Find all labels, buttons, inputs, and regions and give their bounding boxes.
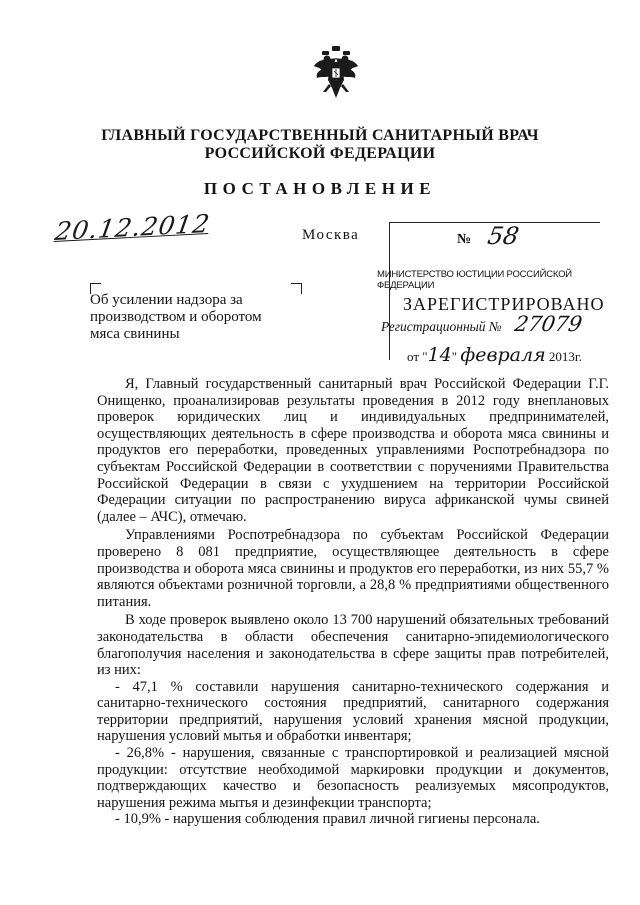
issuer-title-line1: ГЛАВНЫЙ ГОСУДАРСТВЕННЫЙ САНИТАРНЫЙ ВРАЧ: [101, 127, 539, 144]
stamp-number-label: №: [457, 232, 472, 247]
stamp-date-prefix: от ": [407, 349, 428, 364]
stamp-regnum-label: Регистрационный №: [381, 319, 502, 334]
stamp-number-handwritten: 58: [485, 222, 522, 250]
stamp-left-border: [389, 222, 390, 360]
stamp-date-month: февраля: [460, 344, 546, 366]
body-paragraph-3: В ходе проверок выявлено около 13 700 нарушений обязательных требований законодательства в области обеспечения санитарно-эпидемиологического благополучия населения и законодательства в сфере защиты прав потребителей, из них:: [97, 612, 609, 679]
document-body: [97, 376, 609, 828]
stamp-date-year: 2013г.: [548, 349, 583, 364]
russian-coat-of-arms-icon: [313, 44, 359, 102]
subject-line: мяса свинины: [90, 326, 180, 342]
list-item-3: - 10,9% - нарушения соблюдения правил личной гигиены персонала.: [115, 811, 540, 828]
stamp-date-mid: ": [451, 349, 458, 364]
stamp-registered: ЗАРЕГИСТРИРОВАНО: [403, 294, 605, 314]
document-type-heading: ПОСТАНОВЛЕНИЕ: [203, 179, 437, 198]
list-item-1: - 47,1 % составили нарушения санитарно-технического содержания и санитарно-технического состояния предприятий, санитарного содержания территории предприятий, нарушения условий хранения мясной продукции, нарушения условий мытья и обработки инвентаря;: [97, 678, 609, 745]
subject-block: [90, 292, 310, 343]
registration-stamp: [367, 222, 607, 366]
subject-line: производством и оборотом: [90, 309, 262, 325]
handwritten-date: 20.12.2012: [52, 209, 213, 246]
body-paragraph-2: Управлениями Роспотребнадзора по субъектам Российской Федерации проверено 8 081 предприятие, осуществляющее деятельность в сфере производства и оборота мяса свинины и продуктов его переработки, из них 55,7 % являются объектами розничной торговли, а 28,8 % предприятиями общественного питания.: [97, 527, 609, 610]
subject-line: Об усилении надзора за: [90, 292, 243, 308]
issuer-title-line2: РОССИЙСКОЙ ФЕДЕРАЦИИ: [204, 145, 436, 162]
stamp-date: [407, 344, 582, 366]
stamp-ministry: МИНИСТЕРСТВО ЮСТИЦИИ РОССИЙСКОЙ ФЕДЕРАЦИИ: [377, 269, 572, 291]
body-paragraph-1: Я, Главный государственный санитарный врач Российской Федерации Г.Г. Онищенко, проанализировав результаты проведения в 2012 году внеплановых проверок юридических лиц и индивидуальных предпринимателей, осуществляющих деятельность в сфере производства и оборота мяса свинины и продуктов его переработки, проведенных управлениями Роспотребнадзора по субъектам Российской Федерации в соответствии с поручениями Правительства Российской Федерации в связи с ухудшением на территории Российской Федерации ситуации по распространению вируса африканской чумы свиней (далее – АЧС), отмечаю.: [97, 376, 609, 525]
stamp-date-day: 14: [427, 344, 452, 366]
list-item-2: - 26,8% - нарушения, связанные с транспортировкой и реализацией мясной продукции: отсутствие необходимой маркировки продукции и документов, подтверждающих качество и безопасность реализуемых мясопродуктов, нарушения режима мытья и дезинфекции транспорта;: [97, 745, 609, 811]
stamp-regnum-handwritten: 27079: [512, 312, 584, 336]
city-label: Москва: [302, 227, 360, 243]
